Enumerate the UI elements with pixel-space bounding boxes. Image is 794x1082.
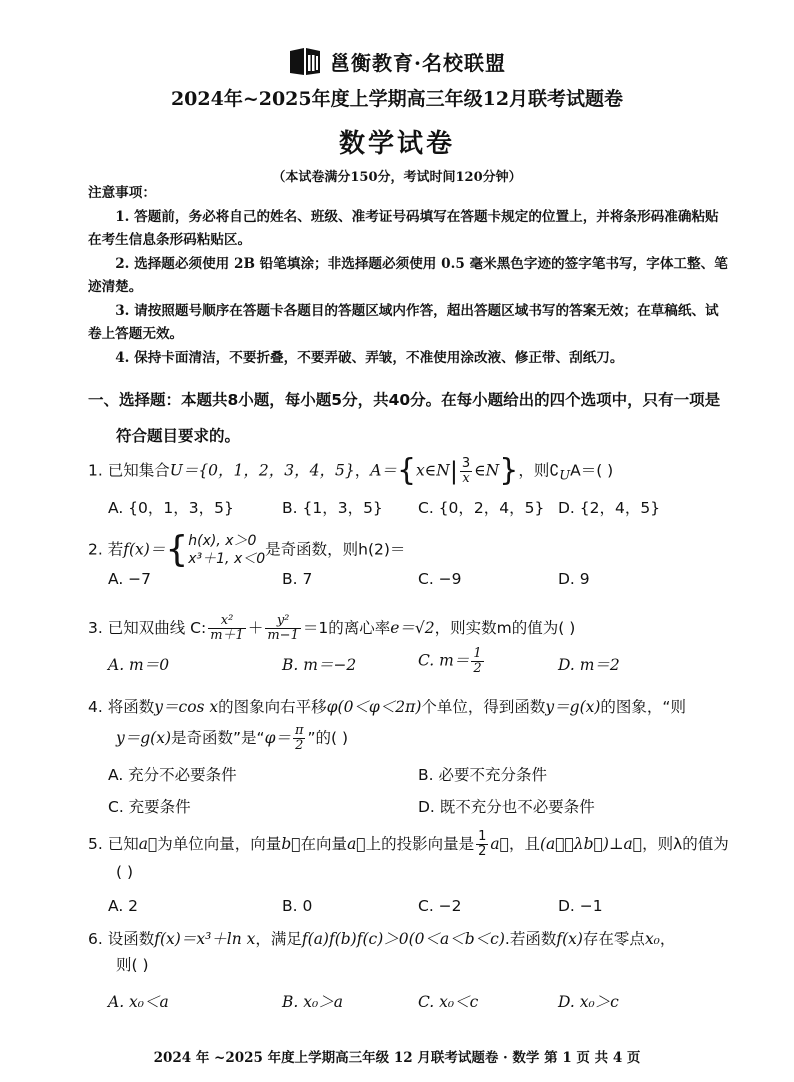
question-stem	[88, 453, 748, 490]
fraction-denominator: m−1	[267, 628, 299, 643]
set-brace-open: {	[396, 453, 417, 488]
vector-b: b⃗	[281, 835, 301, 853]
stem-text: 为单位向量，向量	[157, 835, 282, 853]
stem-text: 是奇函数，则h(2)＝	[265, 540, 406, 559]
math-set-u: U＝{0，1，2，3，4，5}	[169, 461, 355, 480]
notice-block	[88, 182, 728, 370]
piecewise-cases	[188, 532, 265, 568]
question-stem-line-2: ( )	[116, 863, 134, 881]
math-expr: f(x)	[556, 930, 583, 948]
fraction	[476, 830, 488, 859]
option-b: B. m＝−2	[282, 656, 357, 674]
stem-text: 的图象，“则	[600, 698, 686, 716]
question-2	[88, 529, 748, 596]
math-eccentricity: e＝√2	[390, 619, 435, 637]
question-stem-line-1	[88, 926, 748, 952]
notice-item: 2. 选择题必须使用 2B 铅笔填涂；非选择题必须使用 0.5 毫米黑色字迹的签字笔书写，字体工整、笔迹清楚。	[88, 255, 728, 295]
fraction-numerator: x²	[208, 614, 246, 629]
question-stem	[88, 529, 748, 570]
question-stem-line-2: 则( )	[116, 956, 149, 974]
math-expr: y＝g(x)	[116, 729, 172, 747]
math-expr: φ(0＜φ＜2π)	[326, 698, 422, 716]
fraction	[293, 724, 306, 753]
stem-text: 的离心率	[328, 619, 391, 637]
stem-text: ，则∁	[518, 461, 560, 480]
book-logo-icon	[288, 45, 322, 77]
stem-text: ，且	[508, 835, 540, 853]
question-number: 6.	[88, 930, 103, 948]
notice-item: 1. 答题前，务必将自己的姓名、班级、准考证号码填写在答题卡规定的位置上，并将条形码准确粘贴在考生信息条形码粘贴区。	[88, 208, 719, 248]
question-stem-line-2	[88, 724, 748, 753]
option-a: A. {0，1，3，5}	[108, 498, 234, 517]
stem-text: ，则λ的值为	[642, 835, 729, 853]
vector-a: a⃗	[490, 835, 509, 853]
options-row	[88, 646, 748, 679]
option-d: D. x₀＞c	[558, 993, 619, 1011]
option-c: C. −2	[418, 897, 462, 915]
fraction-numerator: π	[294, 723, 304, 738]
stem-text: ，满足	[255, 930, 302, 948]
question-number: 4.	[88, 698, 103, 716]
set-brace-close: }	[499, 453, 519, 488]
math-expr: f(a)f(b)f(c)＞0(0＜a＜b＜c)	[301, 930, 505, 948]
notice-title: 注意事项：	[88, 185, 156, 201]
stem-text: ，	[354, 461, 371, 480]
stem-text: ，则实数m的值为( )	[434, 619, 576, 637]
piecewise-brace: {	[165, 529, 189, 570]
stem-text: 的图象向右平移	[218, 698, 327, 716]
case-2: x³＋1, x＜0	[188, 551, 266, 567]
math-set-a: A＝	[370, 461, 397, 480]
math-expr: y＝cos x	[154, 698, 219, 716]
option-c: C. 充要条件	[108, 798, 191, 816]
question-stem	[88, 614, 748, 643]
option-c: C. x₀＜c	[418, 993, 479, 1011]
option-b: B. 必要不充分条件	[418, 766, 547, 784]
section-line-2: 符合题目要求的。	[116, 427, 241, 445]
options-row	[88, 570, 748, 596]
case-1: h(x), x＞0	[188, 533, 257, 549]
stem-text: ，	[659, 930, 676, 948]
math-operator: ＋	[247, 619, 264, 637]
stem-text: 已知集合	[107, 461, 170, 480]
option-a: A. x₀＜a	[108, 993, 169, 1011]
option-b: B. {1，3，5}	[282, 498, 383, 517]
subject-title: 数学试卷	[338, 129, 455, 159]
exam-info: （本试卷满分150分，考试时间120分钟）	[272, 170, 522, 185]
stem-text: 已知双曲线 C:	[107, 619, 207, 637]
option-c: C. −9	[418, 570, 462, 588]
notice-item: 4. 保持卡面清洁，不要折叠，不要弄破、弄皱，不准使用涂改液、修正带、刮纸刀。	[115, 349, 624, 366]
brand-row	[0, 44, 794, 78]
options-row	[88, 990, 748, 1016]
math-equation: ＝1	[302, 619, 329, 637]
option-c	[418, 647, 486, 676]
question-stem-line-1	[88, 694, 748, 720]
set-bar: |	[449, 457, 458, 485]
question-number: 5.	[88, 835, 103, 853]
fraction-numerator: 1	[473, 646, 482, 661]
question-number: 3.	[88, 619, 103, 637]
question-4	[88, 694, 748, 821]
stem-text: 将函数	[107, 698, 155, 716]
stem-text: 存在零点	[582, 930, 645, 948]
option-c: C. {0，2，4，5}	[418, 498, 545, 517]
stem-text: 是奇函数”是“	[171, 729, 265, 747]
option-b: B. 0	[282, 897, 313, 915]
notice-item: 3. 请按照题号顺序在答题卡各题目的答题区域内作答，超出答题区域书写的答案无效；在草稿纸、试卷上答题无效。	[88, 302, 719, 342]
fraction	[460, 457, 472, 486]
section-line-1: 一、选择题：本题共8小题，每小题5分，共40分。在每小题给出的四个选项中，只有一项是	[88, 391, 721, 409]
header	[0, 44, 794, 185]
fraction	[265, 614, 301, 643]
option-d: D. {2，4，5}	[558, 498, 661, 517]
question-stem-line-1	[88, 830, 748, 859]
stem-text: ”的( )	[307, 729, 349, 747]
math-expr: y＝g(x)	[545, 698, 601, 716]
page-footer: 2024 年 ~2025 年度上学期高三年级 12 月联考试题卷 · 数学 第 1 页 共 4 页	[153, 1050, 641, 1066]
option-a: A. 2	[108, 897, 139, 915]
vector-a: a⃗	[347, 835, 366, 853]
option-b: B. x₀＞a	[282, 993, 343, 1011]
brand-name: 邕衡教育·名校联盟	[330, 50, 506, 75]
question-6	[88, 926, 748, 1016]
math-expr: f(x)＝x³＋ln x	[154, 930, 256, 948]
option-c-label: C. m＝	[418, 651, 470, 670]
fraction-denominator: 2	[473, 661, 482, 676]
option-d: D. −1	[558, 897, 603, 915]
option-b: B. 7	[282, 570, 313, 588]
fraction-numerator: 1	[478, 829, 487, 844]
question-1	[88, 453, 748, 522]
stem-text: 已知	[107, 835, 139, 853]
fraction-denominator: m＋1	[210, 628, 244, 643]
math-expr: x₀	[644, 930, 660, 948]
question-number: 2.	[88, 540, 103, 559]
options-row	[88, 897, 748, 923]
fraction-numerator: 3	[461, 455, 471, 471]
stem-text: .若函数	[504, 930, 557, 948]
stem-text: 上的投影向量是	[365, 835, 475, 853]
vector-a: a⃗	[138, 835, 158, 853]
set-condition: ∈N	[474, 461, 500, 480]
stem-text: 若	[107, 540, 124, 559]
option-d: D. m＝2	[558, 656, 620, 674]
option-d: D. 9	[558, 570, 590, 588]
fraction-numerator: y²	[265, 614, 301, 629]
fraction	[471, 647, 483, 676]
question-5	[88, 830, 748, 923]
question-number: 1.	[88, 461, 103, 480]
fraction-denominator: 2	[478, 844, 487, 859]
options-row	[88, 496, 748, 522]
stem-text: A＝( )	[570, 461, 614, 480]
math-expr: φ＝	[264, 729, 291, 747]
subscript: U	[559, 468, 571, 484]
fraction	[208, 614, 246, 643]
fraction-denominator: x	[462, 470, 470, 486]
option-a: A. m＝0	[108, 656, 170, 674]
question-3	[88, 614, 748, 679]
option-a: A. 充分不必要条件	[108, 766, 237, 784]
stem-text: 个单位，得到函数	[421, 698, 546, 716]
stem-text: 在向量	[300, 835, 348, 853]
piecewise	[165, 529, 266, 570]
math-expr: (a⃗＋λb⃗)⊥a⃗	[539, 835, 643, 853]
option-d: D. 既不充分也不必要条件	[418, 798, 595, 816]
options-row	[88, 795, 748, 821]
section-heading	[88, 382, 738, 454]
fraction-denominator: 2	[295, 738, 304, 753]
stem-text: 设函数	[107, 930, 155, 948]
math-function: f(x)＝	[123, 540, 166, 559]
exam-title: 2024年~2025年度上学期高三年级12月联考试题卷	[170, 88, 624, 110]
options-row	[88, 763, 748, 789]
set-element: x∈N	[416, 461, 450, 480]
option-a: A. −7	[108, 570, 152, 588]
